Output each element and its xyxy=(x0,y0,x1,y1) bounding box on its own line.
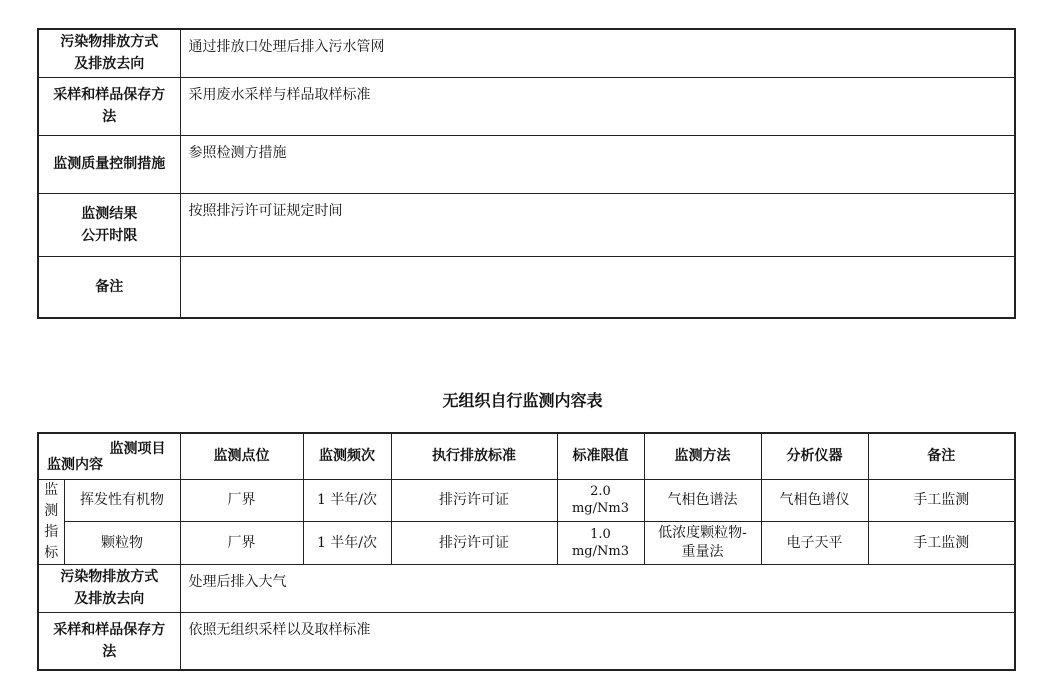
column-header: 监测方法 xyxy=(644,433,761,479)
table-row xyxy=(38,77,1015,135)
diagonal-header-cell xyxy=(38,433,180,479)
header-item-label: 监测项目 xyxy=(109,441,166,457)
row-value: 依照无组织采样以及取样标准 xyxy=(180,612,1015,670)
wastewater-info-table xyxy=(37,28,1016,319)
instrument-cell: 气相色谱仪 xyxy=(761,479,868,522)
table-row xyxy=(38,479,1015,522)
table-row xyxy=(38,564,1015,612)
table-row xyxy=(38,612,1015,670)
limit-cell xyxy=(557,479,644,522)
header-content-label: 监测内容 xyxy=(47,456,103,473)
table-row xyxy=(38,256,1015,318)
freq-cell: 1 半年/次 xyxy=(303,479,391,522)
row-value: 处理后排入大气 xyxy=(180,564,1015,612)
column-header: 标准限值 xyxy=(557,433,644,479)
column-header: 监测点位 xyxy=(180,433,303,479)
standard-cell: 排污许可证 xyxy=(391,522,557,565)
row-label: 监测质量控制措施 xyxy=(38,135,180,193)
limit-cell xyxy=(557,522,644,565)
table-row xyxy=(38,135,1015,193)
row-value: 参照检测方措施 xyxy=(180,135,1015,193)
row-value: 按照排污许可证规定时间 xyxy=(180,193,1015,256)
row-label: 污染物排放方式 及排放去向 xyxy=(38,564,180,612)
item-cell: 颗粒物 xyxy=(64,522,180,565)
point-cell: 厂界 xyxy=(180,522,303,565)
method-cell: 气相色谱法 xyxy=(644,479,761,522)
row-label: 采样和样品保存方 法 xyxy=(38,612,180,670)
row-value: 采用废水采样与样品取样标准 xyxy=(180,77,1015,135)
row-label: 污染物排放方式 及排放去向 xyxy=(38,29,180,77)
table-row xyxy=(38,29,1015,77)
row-label: 备注 xyxy=(38,256,180,318)
note-cell: 手工监测 xyxy=(868,479,1015,522)
column-header: 执行排放标准 xyxy=(391,433,557,479)
column-header: 监测频次 xyxy=(303,433,391,479)
note-cell: 手工监测 xyxy=(868,522,1015,565)
table-row xyxy=(38,522,1015,565)
limit-unit: mg/Nm3 xyxy=(571,543,629,559)
row-value: 通过排放口处理后排入污水管网 xyxy=(180,29,1015,77)
group-label: 监测指标 xyxy=(38,479,64,564)
row-label: 采样和样品保存方 法 xyxy=(38,77,180,135)
standard-cell: 排污许可证 xyxy=(391,479,557,522)
row-value xyxy=(180,256,1015,318)
table-title: 无组织自行监测内容表 xyxy=(442,391,603,410)
row-label: 监测结果 公开时限 xyxy=(38,193,180,256)
column-header: 分析仪器 xyxy=(761,433,868,479)
limit-value: 2.0 xyxy=(590,484,611,500)
limit-unit: mg/Nm3 xyxy=(571,501,629,517)
column-header: 备注 xyxy=(868,433,1015,479)
method-cell: 低浓度颗粒物- 重量法 xyxy=(644,522,761,565)
header-row xyxy=(38,433,1015,479)
fugitive-monitoring-table xyxy=(37,432,1016,671)
instrument-cell: 电子天平 xyxy=(761,522,868,565)
limit-value: 1.0 xyxy=(590,526,611,542)
point-cell: 厂界 xyxy=(180,479,303,522)
table-row xyxy=(38,193,1015,256)
freq-cell: 1 半年/次 xyxy=(303,522,391,565)
item-cell: 挥发性有机物 xyxy=(64,479,180,522)
